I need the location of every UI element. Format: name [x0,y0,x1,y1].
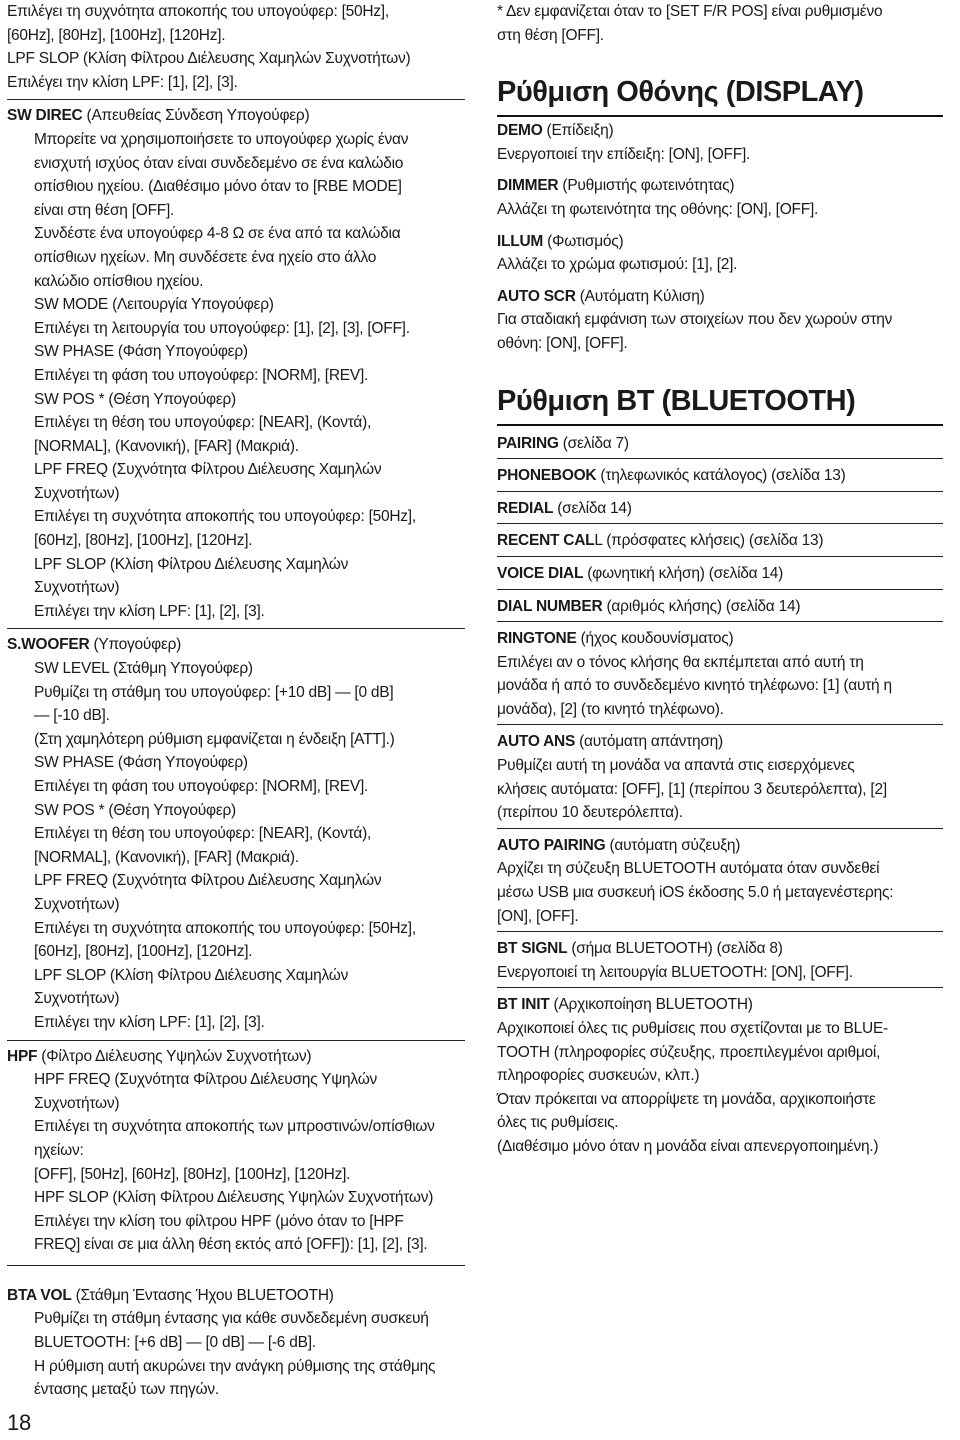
setting-description: οθόνη: [ON], [OFF]. [497,334,628,352]
item-divider [497,828,943,829]
setting-description: Ενεργοποιεί τη λειτουργία BLUETOOTH: [ON], [OFF]. [497,963,853,981]
section-body [7,1307,465,1401]
text-line: Επιλέγει την κλίση του φίλτρου HPF (μόνο όταν το [HPF [34,1212,404,1230]
setting-description: Αλλάζει τη φωτεινότητα της οθόνης: [ON], [OFF]. [497,200,819,218]
text-line: LPF FREQ (Συχνότητα Φίλτρου Διέλευσης Χαμηλών [34,461,382,479]
text-line: Μπορείτε να χρησιμοποιήσετε το υπογούφερ χωρίς έναν [34,130,409,148]
setting-title-rest: (Φωτισμός) [543,232,624,250]
item-divider [497,523,943,524]
setting-title-rest: (Ρυθμιστής φωτεινότητας) [558,177,735,195]
text-line: HPF FREQ (Συχνότητα Φίλτρου Διέλευσης Υψηλών [34,1071,378,1089]
setting-title-rest: (σελίδα 14) [553,499,632,517]
setting-title-bold: RINGTONE [497,630,577,648]
text-line: SW PHASE (Φάση Υπογούφερ) [34,343,248,361]
setting-title-rest: (τηλεφωνικός κατάλογος) (σελίδα 13) [596,467,846,485]
text-line: Επιλέγει τη φάση του υπογούφερ: [NORM], [REV]. [34,366,369,384]
item-divider [497,931,943,932]
section-title [7,1045,465,1069]
setting-description: μονάδα), [2] (το κινητό τηλέφωνο). [497,700,724,718]
text-line: Συχνοτήτων) [34,990,120,1008]
setting-title [497,230,943,254]
item-divider [497,621,943,622]
setting-item [497,174,943,221]
setting-description: Αρχικοποιεί όλες τις ρυθμίσεις που σχετίζονται με το BLUE- [497,1020,888,1037]
text-line: είναι στη θέση [OFF]. [34,201,175,219]
setting-title [497,497,943,521]
setting-title-rest: (Επίδειξη) [542,122,614,140]
text-line: Επιλέγει την κλίση LPF: [1], [2], [3]. [7,73,238,91]
setting-title [497,993,943,1017]
setting-title-bold: BT SIGNL [497,940,568,958]
setting-description: Επιλέγει αν ο τόνος κλήσης θα εκπέμπεται από αυτή τη [497,653,864,671]
text-line: [60Hz], [80Hz], [100Hz], [120Hz]. [34,532,253,550]
setting-item [497,119,943,166]
setting-item [497,828,943,928]
text-line: Συχνοτήτων) [34,895,120,913]
setting-item [497,230,943,277]
setting-title-rest: (αριθμός κλήσης) (σελίδα 14) [602,597,801,615]
setting-description: (περίπου 10 δευτερόλεπτα). [497,804,683,822]
text-line: Επιλέγει τη συχνότητα αποκοπής του υπογούφερ: [50Hz], [34,508,416,526]
text-line: [NORMAL], (Κανονική), [FAR] (Μακριά). [34,437,299,455]
setting-title [497,937,943,961]
text-line: Συχνοτήτων) [34,1094,120,1112]
setting-title-bold: AUTO SCR [497,287,576,305]
sw-direc-section [7,104,465,623]
setting-title-bold: DIAL NUMBER [497,597,603,615]
text-line: SW PHASE (Φάση Υπογούφερ) [34,754,248,772]
hpf-section [7,1045,465,1257]
setting-title [497,285,943,309]
setting-title-bold: DIMMER [497,177,559,195]
section-divider [7,99,465,100]
swoofer-section [7,633,465,1034]
text-line: ενισχυτή ισχύος όταν είναι συνδεδεμένο σε ένα καλώδιο [34,154,404,172]
setting-description: Αρχίζει τη σύζευξη BLUETOOTH αυτόματα όταν συνδεθεί [497,860,880,878]
section-title-rest: (Υπογούφερ) [89,636,182,654]
setting-description: μέσω USB μια συσκευή iOS έκδοσης 5.0 ή μεταγενέστερης: [497,884,894,902]
text-line: Συνδέστε ένα υπογούφερ 4-8 Ω σε ένα από τα καλώδια [34,225,401,243]
section-title-bold: S.WOOFER [7,636,90,654]
text-line: Η ρύθμιση αυτή ακυρώνει την ανάγκη ρύθμισης της στάθμης [34,1357,436,1375]
text-line: — [-10 dB]. [34,707,110,725]
text-line: Ρυθμίζει τη στάθμη έντασης για κάθε συνδεδεμένη συσκευή [34,1310,429,1328]
footnote-line: στη θέση [OFF]. [497,26,604,44]
section-title-bold: HPF [7,1047,38,1065]
text-line: οπίσθιων ηχείων. Μη συνδέσετε ένα ηχείο στο άλλο [34,248,377,266]
text-line: SW POS * (Θέση Υπογούφερ) [34,390,236,408]
text-line: LPF FREQ (Συχνότητα Φίλτρου Διέλευσης Χαμηλών [34,872,382,890]
footnote-line: * Δεν εμφανίζεται όταν το [SET F/R POS] είναι ρυθμισμένο [497,3,883,20]
text-line: HPF SLOP (Κλίση Φίλτρου Διέλευσης Υψηλών Συχνοτήτων) [34,1189,434,1207]
setting-item [497,931,943,984]
item-divider [497,491,943,492]
setting-title [497,119,943,143]
text-line: SW POS * (Θέση Υπογούφερ) [34,801,236,819]
setting-title [497,562,943,586]
setting-title-rest: (Αυτόματη Κύλιση) [575,287,705,305]
setting-item [497,724,943,824]
heading-underline [497,115,943,117]
text-line: LPF SLOP (Κλίση Φίλτρου Διέλευσης Χαμηλών Συχνοτήτων) [7,50,411,68]
setting-title-bold: DEMO [497,122,543,140]
setting-description: Αλλάζει το χρώμα φωτισμού: [1], [2]. [497,256,738,274]
section-body [7,128,465,623]
section-title-bold: BTA VOL [7,1286,72,1304]
setting-title-rest: (αυτόματη σύζευξη) [605,836,741,854]
setting-title [497,595,943,619]
setting-title-rest: (Αρχικοποίηση BLUETOOTH) [549,996,753,1014]
setting-item [497,621,943,721]
right-column [497,0,943,1159]
setting-item [497,285,943,356]
section-divider [7,628,465,629]
setting-title-bold: AUTO PAIRING [497,836,606,854]
display-settings-list [497,119,943,355]
section-body [7,657,465,1035]
setting-title-bold: PHONEBOOK [497,467,597,485]
setting-item [497,987,943,1158]
setting-title [497,627,943,651]
text-line: [60Hz], [80Hz], [100Hz], [120Hz]. [34,943,253,961]
section-title [7,633,465,657]
setting-title-bold: AUTO ANS [497,733,576,751]
setting-title-rest: (σήμα BLUETOOTH) (σελίδα 8) [567,940,783,958]
text-line: Επιλέγει την κλίση LPF: [1], [2], [3]. [34,602,265,620]
text-line: Επιλέγει τη θέση του υπογούφερ: [NEAR], (Κοντά), [34,825,372,843]
setting-description: TOOTH (πληροφορίες σύζευξης, προεπιλεγμένοι αριθμοί, [497,1043,881,1061]
bt-settings-list [497,432,943,1159]
setting-description: πληροφορίες συσκευών, κλπ.) [497,1067,700,1085]
setting-item [497,556,943,586]
setting-item [497,523,943,553]
setting-description: Όταν πρόκειται να απορρίψετε τη μονάδα, αρχικοποιήστε [497,1090,876,1108]
setting-description: κλήσεις αυτόματα: [OFF], [1] (περίπου 3 δευτερόλεπτα), [2] [497,780,887,798]
text-line: [NORMAL], (Κανονική), [FAR] (Μακριά). [34,848,299,866]
text-line: [60Hz], [80Hz], [100Hz], [120Hz]. [7,26,226,44]
text-line: Επιλέγει τη συχνότητα αποκοπής του υπογούφερ: [50Hz], [7,3,389,20]
setting-title-bold: ILLUM [497,232,544,250]
setting-title-bold: RECENT CAL [497,532,595,550]
item-divider [497,458,943,459]
setting-title [497,730,943,754]
item-divider [497,724,943,725]
text-line: Ρυθμίζει τη στάθμη του υπογούφερ: [+10 dB] — [0 dB] [34,683,394,701]
text-line: Συχνοτήτων) [34,484,120,502]
item-divider [497,987,943,988]
setting-description: Ενεργοποιεί την επίδειξη: [ON], [OFF]. [497,145,751,163]
setting-title-rest: (φωνητική κλήση) (σελίδα 14) [583,564,784,582]
text-line: [OFF], [50Hz], [60Hz], [80Hz], [100Hz], [120Hz]. [34,1165,351,1183]
setting-description: όλες τις ρυθμίσεις. [497,1114,619,1132]
text-line: Επιλέγει την κλίση LPF: [1], [2], [3]. [34,1013,265,1031]
text-line: καλώδιο οπίσθιου ηχείου. [34,272,204,290]
setting-title [497,174,943,198]
text-line: LPF SLOP (Κλίση Φίλτρου Διέλευσης Χαμηλών [34,555,349,573]
setting-item [497,589,943,619]
bt-heading: Ρύθμιση BT (BLUETOOTH) [497,384,856,417]
setting-description: Για σταδιακή εμφάνιση των στοιχείων που δεν χωρούν στην [497,311,893,329]
setting-title [497,464,943,488]
section-divider [7,1265,465,1266]
section-title-bold: SW DIREC [7,107,83,125]
item-divider [497,589,943,590]
text-line: Επιλέγει τη συχνότητα αποκοπής των μπροστινών/οπίσθιων [34,1118,435,1136]
setting-title-bold: REDIAL [497,499,554,517]
text-line: Επιλέγει τη θέση του υπογούφερ: [NEAR], (Κοντά), [34,414,372,432]
setting-title [497,529,943,553]
setting-description: μονάδα ή από το συνδεδεμένο κινητό τηλέφωνο: [1] (αυτή η [497,677,892,695]
text-line: (Στη χαμηλότερη ρύθμιση εμφανίζεται η ένδειξη [ATT].) [34,730,395,748]
setting-item [497,458,943,488]
setting-title-bold: BT INIT [497,996,550,1014]
setting-title-bold: PAIRING [497,434,559,452]
section-title-rest: (Απευθείας Σύνδεση Υπογούφερ) [82,107,310,125]
setting-description: (Διαθέσιμο μόνο όταν η μονάδα είναι απενεργοποιημένη.) [497,1137,879,1155]
setting-title [497,432,943,456]
section-title [7,104,465,128]
section-title-rest: (Φίλτρο Διέλευσης Υψηλών Συχνοτήτων) [37,1047,312,1065]
bta-vol-section [7,1284,465,1402]
text-line: έντασης μεταξύ των πηγών. [34,1381,219,1399]
page-number: 18 [7,1410,31,1435]
setting-description: [ON], [OFF]. [497,907,579,925]
setting-description: Ρυθμίζει αυτή τη μονάδα να απαντά στις εισερχόμενες [497,757,855,775]
setting-title-bold: VOICE DIAL [497,564,584,582]
display-heading: Ρύθμιση Οθόνης (DISPLAY) [497,76,864,109]
text-line: BLUETOOTH: [+6 dB] — [0 dB] — [-6 dB]. [34,1334,316,1352]
text-line: ηχείων: [34,1141,84,1159]
item-divider [497,556,943,557]
text-line: SW LEVEL (Στάθμη Υπογούφερ) [34,660,253,678]
section-title [7,1284,465,1308]
setting-item [497,432,943,456]
text-line: Επιλέγει τη φάση του υπογούφερ: [NORM], [REV]. [34,778,369,795]
text-line: FREQ] είναι σε μια άλλη θέση εκτός από [OFF]): [1], [2], [3]. [34,1236,428,1254]
setting-title-rest: (ήχος κουδουνίσματος) [576,630,734,648]
section-title-rest: (Στάθμη Έντασης Ήχου BLUETOOTH) [71,1286,334,1304]
text-line: Επιλέγει τη συχνότητα αποκοπής του υπογούφερ: [50Hz], [34,919,416,937]
text-line: οπίσθιου ηχείου. (Διαθέσιμο μόνο όταν το [RBE MODE] [34,178,402,196]
setting-title [497,834,943,858]
heading-underline [497,424,943,426]
left-column [7,0,465,1402]
text-line: Συχνοτήτων) [34,579,120,597]
setting-title-rest: (αυτόματη απάντηση) [575,733,723,751]
section-divider [7,1040,465,1041]
setting-title-rest: L (πρόσφατες κλήσεις) (σελίδα 13) [594,532,824,550]
text-line: LPF SLOP (Κλίση Φίλτρου Διέλευσης Χαμηλών [34,966,349,984]
text-line: SW MODE (Λειτουργία Υπογούφερ) [34,296,274,314]
setting-title-rest: (σελίδα 7) [558,434,629,452]
setting-item [497,491,943,521]
text-line: Επιλέγει τη λειτουργία του υπογούφερ: [1], [2], [3], [OFF]. [34,319,410,337]
section-body [7,1068,465,1257]
